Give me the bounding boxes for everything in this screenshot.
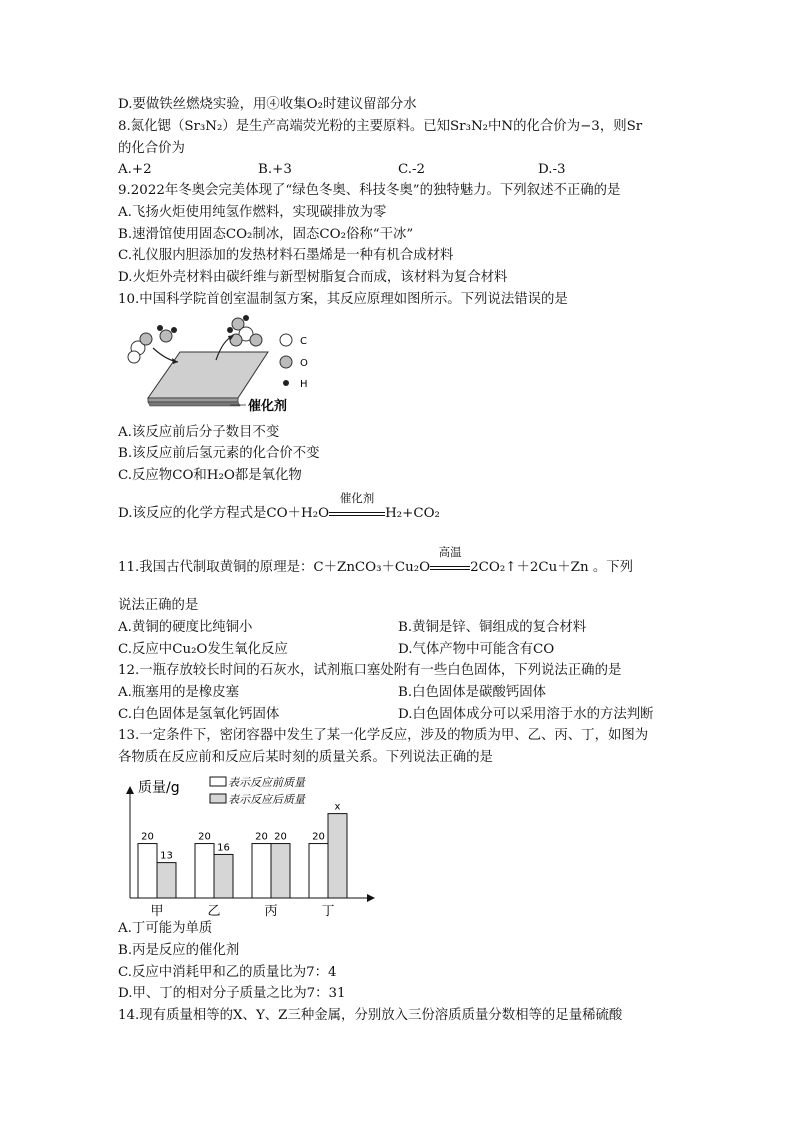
q8-option-d: D.-3 bbox=[538, 162, 566, 177]
bar-after-3 bbox=[328, 814, 347, 898]
q11-option-b: B.黄铜是锌、铜组成的复合材料 bbox=[398, 620, 587, 635]
x-tick-label-3: 丁 bbox=[321, 904, 335, 919]
q8-option-b: B.+3 bbox=[258, 162, 292, 177]
product-molecules bbox=[227, 315, 262, 346]
q10-option-d: D.该反应的化学方程式是CO＋H₂O 催化剂 H₂+CO₂ bbox=[118, 491, 440, 521]
y-axis-label: 质量/g bbox=[138, 780, 180, 796]
q13-option-c: C.反应中消耗甲和乙的质量比为7：4 bbox=[118, 965, 337, 980]
legend-label-c: C bbox=[300, 336, 307, 347]
q9-option-d: D.火炬外壳材料由碳纤维与新型树脂复合而成，该材料为复合材料 bbox=[118, 270, 508, 285]
q11-stem-line1: 11.我国古代制取黄铜的原理是：C＋ZnCO₃＋Cu₂O 高温 2CO₂↑＋2Cu＋Zn 。下列 bbox=[118, 545, 633, 575]
x-axis-arrow bbox=[367, 894, 375, 902]
q12-option-b: B.白色固体是碳酸钙固体 bbox=[398, 685, 547, 700]
bar-after-2 bbox=[271, 844, 290, 898]
q13-option-b: B.丙是反应的催化剂 bbox=[118, 943, 240, 958]
q11-option-c: C.反应中Cu₂O发生氧化反应 bbox=[118, 642, 288, 657]
q10-stem: 10.中国科学院首创室温制氢方案，其反应原理如图所示。下列说法错误的是 bbox=[118, 292, 568, 307]
diagram-legend bbox=[280, 334, 308, 390]
legend-swatch-before bbox=[210, 777, 226, 786]
q13-stem-line2: 各物质在反应前和反应后某时刻的质量关系。下列说法正确的是 bbox=[118, 750, 493, 765]
bar-label-before-3: 20 bbox=[312, 831, 325, 843]
bar-label-after-2: 20 bbox=[274, 831, 287, 843]
bar-label-after-3: x bbox=[334, 801, 341, 813]
q9-option-b: B.速滑馆使用固态CO₂制冰，固态CO₂俗称“干冰” bbox=[118, 227, 414, 242]
q9-stem: 9.2022年冬奥会完美体现了“绿色冬奥、科技冬奥”的独特魅力。下列叙述不正确的是 bbox=[118, 183, 621, 198]
q11-option-a: A.黄铜的硬度比纯铜小 bbox=[118, 620, 253, 635]
bar-before-1 bbox=[195, 844, 214, 898]
q8-option-a: A.+2 bbox=[118, 162, 152, 177]
q10-option-b: B.该反应前后氢元素的化合价不变 bbox=[118, 446, 320, 461]
bar-before-2 bbox=[252, 844, 271, 898]
bar-label-before-2: 20 bbox=[255, 831, 268, 843]
q8-stem-line2: 的化合价为 bbox=[118, 141, 185, 156]
legend-label-after: 表示反应后质量 bbox=[228, 793, 305, 806]
q9-option-a: A.飞扬火炬使用纯氢作燃料，实现碳排放为零 bbox=[118, 205, 387, 220]
q10-option-c: C.反应物CO和H₂O都是氧化物 bbox=[118, 468, 302, 483]
q12-option-d: D.白色固体成分可以采用溶于水的方法判断 bbox=[398, 707, 654, 722]
y-axis-arrow bbox=[126, 786, 134, 794]
q12-option-a: A.瓶塞用的是橡皮塞 bbox=[118, 685, 240, 700]
q13-option-a: A.丁可能为单质 bbox=[118, 921, 213, 936]
q7-option-d: D.要做铁丝燃烧实验，用④收集O₂时建议留部分水 bbox=[118, 97, 417, 112]
q10-option-a: A.该反应前后分子数目不变 bbox=[118, 425, 280, 440]
q14-stem: 14.现有质量相等的X、Y、Z三种金属，分别放入三份溶质质量分数相等的足量稀硫酸 bbox=[118, 1008, 623, 1023]
x-tick-label-0: 甲 bbox=[150, 904, 164, 919]
legend-label-h: H bbox=[300, 379, 308, 390]
q11-option-d: D.气体产物中可能含有CO bbox=[398, 642, 555, 657]
legend-label-before: 表示反应前质量 bbox=[228, 776, 305, 789]
q12-option-c: C.白色固体是氢氧化钙固体 bbox=[118, 707, 280, 722]
q9-option-c: C.礼仪服内胆添加的发热材料石墨烯是一种有机合成材料 bbox=[118, 248, 454, 263]
bar-after-0 bbox=[157, 863, 176, 898]
q10-reaction-diagram bbox=[118, 310, 328, 420]
catalyst-label: 催化剂 bbox=[248, 399, 288, 414]
q11-stem-line2: 说法正确的是 bbox=[118, 598, 199, 613]
q13-bar-chart bbox=[118, 770, 388, 920]
bar-after-1 bbox=[214, 854, 233, 898]
q8-option-c: C.-2 bbox=[398, 162, 426, 177]
q13-stem-line1: 13.一定条件下，密闭容器中发生了某一化学反应，涉及的物质为甲、乙、丙、丁，如图为 bbox=[118, 728, 649, 743]
reactant-molecules bbox=[128, 325, 177, 363]
bar-label-before-1: 20 bbox=[198, 831, 211, 843]
q12-stem: 12.一瓶存放较长时间的石灰水，试剂瓶口塞处附有一些白色固体，下列说法正确的是 bbox=[118, 663, 622, 678]
q8-stem-line1: 8.氮化锶（Sr₃N₂）是生产高端荧光粉的主要原料。已知Sr₃N₂中N的化合价为−3，则Sr bbox=[118, 119, 643, 134]
legend-label-o: O bbox=[300, 358, 308, 369]
equation-condition-catalyst: 催化剂 bbox=[339, 491, 375, 505]
bar-label-before-0: 20 bbox=[141, 831, 154, 843]
catalyst-plate bbox=[148, 352, 268, 398]
legend-swatch-after bbox=[210, 794, 226, 803]
bar-before-0 bbox=[138, 844, 157, 898]
bar-label-after-1: 16 bbox=[217, 842, 230, 854]
bar-before-3 bbox=[309, 844, 328, 898]
q13-option-d: D.甲、丁的相对分子质量之比为7：31 bbox=[118, 986, 346, 1001]
x-tick-label-1: 乙 bbox=[207, 904, 221, 919]
bar-label-after-0: 13 bbox=[160, 850, 173, 862]
x-tick-label-2: 丙 bbox=[264, 904, 278, 919]
equation-condition-high-temp: 高温 bbox=[438, 545, 462, 559]
